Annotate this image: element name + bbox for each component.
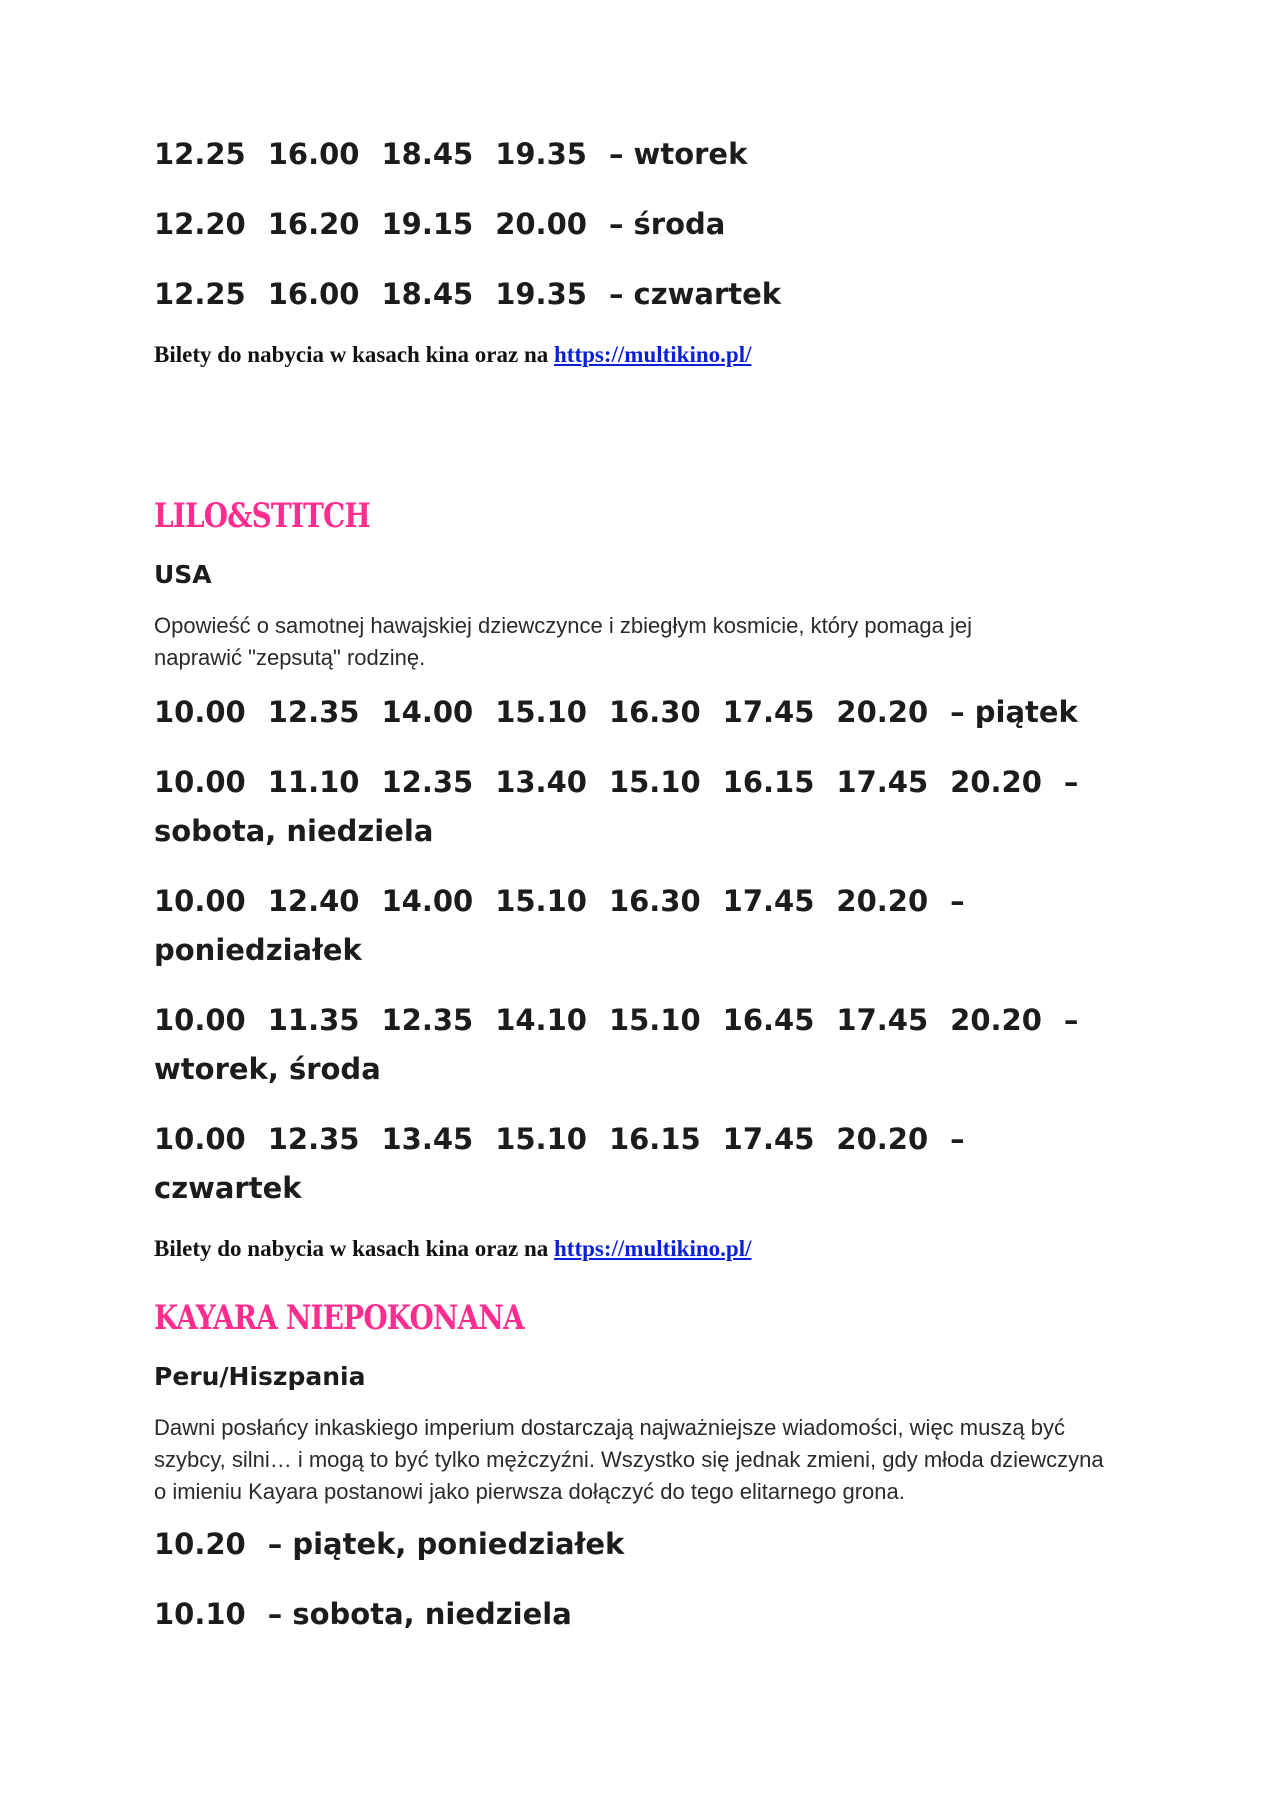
schedule-days: czwartek (154, 1171, 302, 1205)
showtime: 20.20 (836, 884, 929, 918)
showtime: 19.15 (381, 207, 474, 241)
showtime: 12.40 (267, 884, 360, 918)
schedule-line: 10.00 12.35 14.00 15.10 16.30 17.45 20.20 – piątek (154, 688, 1114, 737)
showtime: 12.20 (154, 207, 246, 241)
showtime: 14.00 (381, 884, 474, 918)
tickets-link[interactable]: https://multikino.pl/ (554, 342, 752, 367)
schedule-line: 10.00 11.35 12.35 14.10 15.10 16.45 17.45 20.20 – wtorek, środa (154, 996, 1114, 1094)
film-title: LILO&STITCH (154, 496, 370, 536)
schedule-line: 12.25 16.00 18.45 19.35 – czwartek (154, 270, 1114, 319)
showtime: 17.45 (722, 1122, 815, 1156)
showtime: 18.45 (381, 137, 474, 171)
schedule-days: piątek, poniedziałek (292, 1527, 625, 1561)
film-country: Peru/Hiszpania (154, 1362, 366, 1391)
showtime: 20.00 (495, 207, 587, 241)
schedule-days: wtorek, środa (154, 1052, 381, 1086)
showtime: 12.25 (154, 137, 246, 171)
showtime: 15.10 (608, 1003, 701, 1037)
showtime: 15.10 (495, 695, 587, 729)
showtime: 10.00 (154, 884, 246, 918)
showtime: 10.10 (154, 1597, 246, 1631)
showtime: 13.40 (495, 765, 587, 799)
showtime: 16.30 (608, 884, 701, 918)
showtime: 11.10 (267, 765, 360, 799)
showtime: 10.00 (154, 695, 246, 729)
showtime: 10.00 (154, 765, 246, 799)
schedule-days: czwartek (633, 277, 782, 311)
schedule-days: piątek (974, 695, 1078, 729)
showtime: 17.45 (722, 884, 815, 918)
showtime: 16.00 (267, 137, 360, 171)
tickets-info (154, 340, 1114, 370)
showtime: 20.20 (836, 695, 929, 729)
showtime: 12.35 (267, 1122, 360, 1156)
film-title: KAYARA NIEPOKONANA (154, 1298, 524, 1338)
showtime: 18.45 (381, 277, 474, 311)
showtime: 16.30 (608, 695, 701, 729)
showtime: 16.15 (608, 1122, 701, 1156)
showtime: 16.15 (722, 765, 815, 799)
tickets-text: Bilety do nabycia w kasach kina oraz na (154, 1236, 549, 1261)
schedule-days: poniedziałek (154, 933, 362, 967)
showtime: 12.25 (154, 277, 246, 311)
showtime: 14.00 (381, 695, 474, 729)
schedule-section-previous (154, 130, 1114, 370)
film-section-kayara (154, 1296, 1114, 1660)
schedule-line: 12.25 16.00 18.45 19.35 – wtorek (154, 130, 1114, 179)
showtime: 16.00 (267, 277, 360, 311)
showtime: 17.45 (836, 1003, 929, 1037)
showtime: 12.35 (267, 695, 360, 729)
film-description: Dawni posłańcy inkaskiego imperium dostarczają najważniejsze wiadomości, więc muszą być szybcy, silni… i mogą to być tylko mężczyźni. Wszystko się jednak zmieni, gdy młoda dziewczyna o imieniu Kayara postanowi jako pierwsza dołączyć do tego elitarnego grona. (154, 1415, 1104, 1504)
showtime: 17.45 (722, 695, 815, 729)
schedule-line: 10.20 – piątek, poniedziałek (154, 1520, 1114, 1569)
showtime: 14.10 (495, 1003, 587, 1037)
showtime: 20.20 (950, 1003, 1042, 1037)
schedule-line: 10.10 – sobota, niedziela (154, 1590, 1114, 1639)
showtime: 10.00 (154, 1122, 246, 1156)
showtime: 10.00 (154, 1003, 246, 1037)
schedule-days: wtorek (633, 137, 748, 171)
tickets-text: Bilety do nabycia w kasach kina oraz na (154, 342, 549, 367)
showtime: 15.10 (495, 1122, 587, 1156)
showtime: 13.45 (381, 1122, 474, 1156)
tickets-link[interactable]: https://multikino.pl/ (554, 1236, 752, 1261)
showtime: 20.20 (836, 1122, 929, 1156)
schedule-line: 10.00 12.40 14.00 15.10 16.30 17.45 20.20 – poniedziałek (154, 877, 1114, 975)
showtime: 11.35 (267, 1003, 360, 1037)
showtime: 20.20 (950, 765, 1042, 799)
showtime: 19.35 (495, 277, 587, 311)
showtime: 19.35 (495, 137, 587, 171)
showtime: 15.10 (608, 765, 701, 799)
showtime: 17.45 (836, 765, 929, 799)
schedule-line: 10.00 11.10 12.35 13.40 15.10 16.15 17.45 20.20 – sobota, niedziela (154, 758, 1114, 856)
showtime: 16.20 (267, 207, 360, 241)
showtime: 12.35 (381, 1003, 474, 1037)
schedule-line: 10.00 12.35 13.45 15.10 16.15 17.45 20.20 – czwartek (154, 1115, 1114, 1213)
film-description: Opowieść o samotnej hawajskiej dziewczynce i zbiegłym kosmicie, który pomaga jej naprawić "zepsutą" rodzinę. (154, 613, 972, 670)
schedule-line: 12.20 16.20 19.15 20.00 – środa (154, 200, 1114, 249)
showtime: 15.10 (495, 884, 587, 918)
schedule-days: sobota, niedziela (154, 814, 434, 848)
showtime: 10.20 (154, 1527, 246, 1561)
schedule-days: środa (633, 207, 726, 241)
schedule-days: sobota, niedziela (292, 1597, 572, 1631)
showtime: 16.45 (722, 1003, 815, 1037)
tickets-info (154, 1234, 1114, 1264)
showtime: 12.35 (381, 765, 474, 799)
film-country: USA (154, 560, 212, 589)
film-section-lilo-stitch (154, 494, 1114, 1264)
